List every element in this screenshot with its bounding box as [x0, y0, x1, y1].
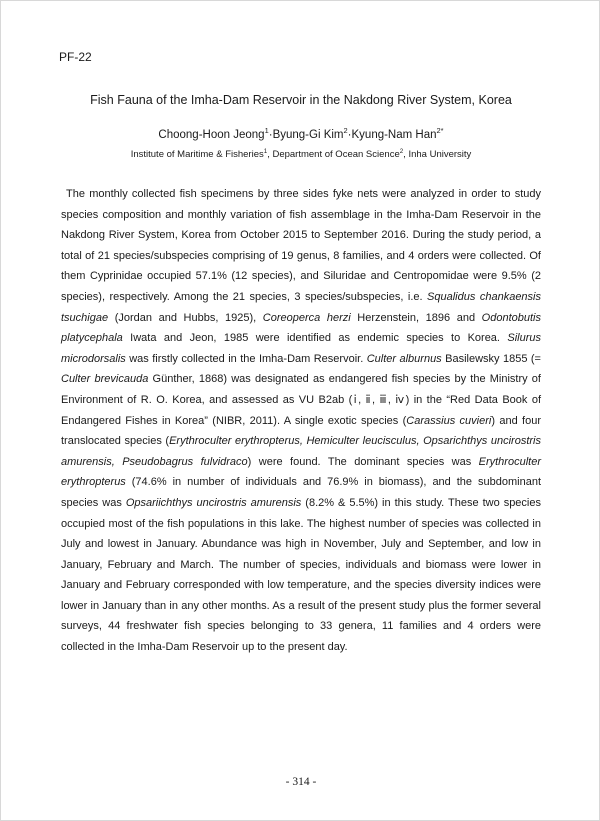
author-name: Choong-Hoon Jeong — [158, 129, 265, 141]
abstract-text: (74.6% in number of individuals and 76.9% in biomass), and the subdominant species was — [61, 476, 541, 509]
affiliation-text: , Department of Ocean Science — [267, 149, 400, 160]
species-name: Erythroculter erythropterus, Hemiculter leucisculus, Opsarichthys uncirostris amurensis, Pseudobagrus fulvidraco — [61, 435, 541, 468]
abstract-text: Iwata and Jeon, 1985 were identified as endemic species to Korea. — [122, 332, 508, 345]
affiliation-text: Institute of Maritime & Fisheries — [130, 149, 264, 160]
abstract-text: was firstly collected in the Imha-Dam Reservoir. — [125, 352, 367, 365]
abstract-text: Herzenstein, 1896 and — [350, 311, 482, 324]
author-name: Kyung-Nam Han — [351, 129, 437, 141]
author-affiliation-mark: 2* — [436, 126, 444, 136]
author-line — [1, 126, 600, 141]
affiliation-line — [1, 149, 600, 160]
paper-code: PF-22 — [59, 50, 92, 64]
species-name: Silurus microdorsalis — [61, 332, 541, 365]
page-number: - 314 - — [285, 776, 317, 788]
species-name: Culter brevicauda — [61, 373, 149, 386]
abstract-text: (Jordan and Hubbs, 1925), — [108, 311, 263, 324]
author-separator: · — [268, 129, 273, 141]
affiliation-mark: 1 — [263, 147, 268, 155]
abstract-text: The monthly collected fish specimens by three sides fyke nets were analyzed in order to study species composition and monthly variation of fish assemblage in the Imha-Dam Reservoir in the Nakdong River System, Korea from October 2015 to September 2016. During the study period, a total of 21 species/subspecies comprising of 19 genus, 8 families, and 4 orders were collected. Of them Cyprinidae occupied 57.1% (12 species), and Siluridae and Centropomidae were 9.5% (2 species), respectively. Among the 21 species, 3 species/subspecies, i.e. — [61, 188, 541, 303]
abstract-text: (8.2% & 5.5%) in this study. These two species occupied most of the fish populations in this lake. The highest number of species was collected in July and lowest in January. Abundance was high in November, July and September, and low in January, February and March. The number of species, individuals and biomass were lower in January and February corresponded with low temperature, and the species diversity indices were lower in January than in any other months. As a result of the present study plus the former several surveys, 44 freshwater fish species belonging to 33 genera, 11 families and 4 orders were collected in the Imha-Dam Reservoir up to the present day. — [61, 496, 541, 654]
abstract-text: ) were found. The dominant species was — [247, 455, 479, 468]
abstract-body — [61, 184, 541, 658]
species-name: Carassius cuvieri — [406, 414, 492, 427]
affiliation-text: , Inha University — [403, 149, 472, 160]
abstract-text: Basilewsky 1855 (= — [441, 352, 541, 365]
author-affiliation-mark: 1 — [264, 126, 269, 136]
author-name: Byung-Gi Kim — [272, 129, 344, 141]
species-name: Opsariichthys uncirostris amurensis — [125, 496, 302, 509]
author-affiliation-mark: 2 — [343, 126, 348, 136]
paper-title: Fish Fauna of the Imha-Dam Reservoir in the Nakdong River System, Korea — [90, 93, 512, 107]
species-name: Erythroculter erythropterus — [61, 455, 541, 489]
species-name: Squalidus chankaensis tsuchigae — [61, 290, 541, 324]
abstract-text: ) and four translocated species ( — [61, 414, 542, 448]
species-name: Odontobutis platycephala — [61, 311, 541, 345]
affiliation-mark: 2 — [399, 147, 404, 155]
species-name: Culter alburnus — [366, 352, 442, 365]
abstract-text: Günther, 1868) was designated as endangered fish species by the Ministry of Environment of R. O. Korea, and assessed as VU B2ab (ⅰ, ⅱ, ⅲ, ⅳ) in the “Red Data Book of Endangered Fishes in Korea” (NIBR, 2011). A single exotic species ( — [61, 373, 541, 427]
species-name: Coreoperca herzi — [262, 311, 351, 324]
author-separator: · — [347, 129, 352, 141]
